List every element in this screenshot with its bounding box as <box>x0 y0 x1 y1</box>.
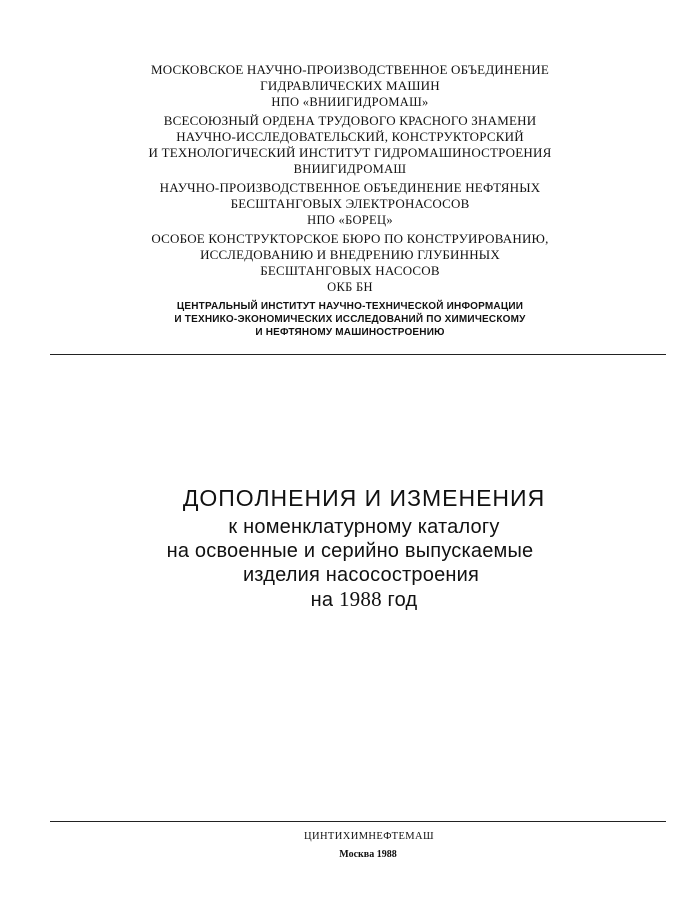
organization-name-line: ВСЕСОЮЗНЫЙ ОРДЕНА ТРУДОВОГО КРАСНОГО ЗНАМЕНИ <box>163 113 537 128</box>
organization-name-line: НАУЧНО-ПРОИЗВОДСТВЕННОЕ ОБЪЕДИНЕНИЕ НЕФТЯНЫХ <box>159 180 541 195</box>
imprint <box>0 830 700 862</box>
title-subline: к номенклатурному каталогу <box>228 516 500 538</box>
title-year-line <box>0 587 700 612</box>
central-institute-line: И НЕФТЯНОМУ МАШИНОСТРОЕНИЮ <box>255 327 445 338</box>
publication-place-year: Москва 1988 <box>339 849 397 860</box>
organization-npo-vniigidromash <box>0 62 700 110</box>
title-subline: изделия насосостроения <box>242 564 480 586</box>
organization-abbreviation: ВНИИГИДРОМАШ <box>293 162 407 176</box>
bottom-divider <box>50 821 666 822</box>
central-institute-line: И ТЕХНИКО-ЭКОНОМИЧЕСКИХ ИССЛЕДОВАНИЙ ПО ХИМИЧЕСКОМУ <box>174 314 526 325</box>
organization-abbreviation: ОКБ БН <box>327 280 373 294</box>
central-institute <box>0 300 700 339</box>
title-main-heading: ДОПОЛНЕНИЯ И ИЗМЕНЕНИЯ <box>182 485 546 511</box>
organization-name-line: ОСОБОЕ КОНСТРУКТОРСКОЕ БЮРО ПО КОНСТРУИРОВАНИЮ, <box>151 231 549 246</box>
organization-abbreviation: НПО «БОРЕЦ» <box>307 213 393 227</box>
organization-name-line: ГИДРАВЛИЧЕСКИХ МАШИН <box>260 78 440 93</box>
organization-name-line: ИССЛЕДОВАНИЮ И ВНЕДРЕНИЮ ГЛУБИННЫХ <box>200 247 500 262</box>
organization-npo-borets <box>0 180 700 228</box>
title-year-prefix: на <box>310 589 334 611</box>
organization-name-line: И ТЕХНОЛОГИЧЕСКИЙ ИНСТИТУТ ГИДРОМАШИНОСТРОЕНИЯ <box>148 145 552 160</box>
organization-name-line: БЕСШТАНГОВЫХ ЭЛЕКТРОНАСОСОВ <box>230 196 470 211</box>
organization-name-line: МОСКОВСКОЕ НАУЧНО-ПРОИЗВОДСТВЕННОЕ ОБЪЕДИНЕНИЕ <box>150 62 550 77</box>
publisher-name: ЦИНТИХИМНЕФТЕМАШ <box>303 831 435 842</box>
title-year: 1988 <box>338 587 382 611</box>
document-title <box>0 484 700 612</box>
title-year-suffix: год <box>387 589 418 611</box>
central-institute-line: ЦЕНТРАЛЬНЫЙ ИНСТИТУТ НАУЧНО-ТЕХНИЧЕСКОЙ ИНФОРМАЦИИ <box>176 301 524 312</box>
organization-name-line: НАУЧНО-ИССЛЕДОВАТЕЛЬСКИЙ, КОНСТРУКТОРСКИЙ <box>176 129 524 144</box>
organization-name-line: БЕСШТАНГОВЫХ НАСОСОВ <box>260 263 440 278</box>
top-divider <box>50 354 666 355</box>
organization-okb-bn <box>0 231 700 295</box>
organization-abbreviation: НПО «ВНИИГИДРОМАШ» <box>271 95 429 109</box>
organization-vniigidromash-institute <box>0 113 700 177</box>
publishing-organizations <box>0 62 700 342</box>
title-subline: на освоенные и серийно выпускаемые <box>166 540 534 562</box>
